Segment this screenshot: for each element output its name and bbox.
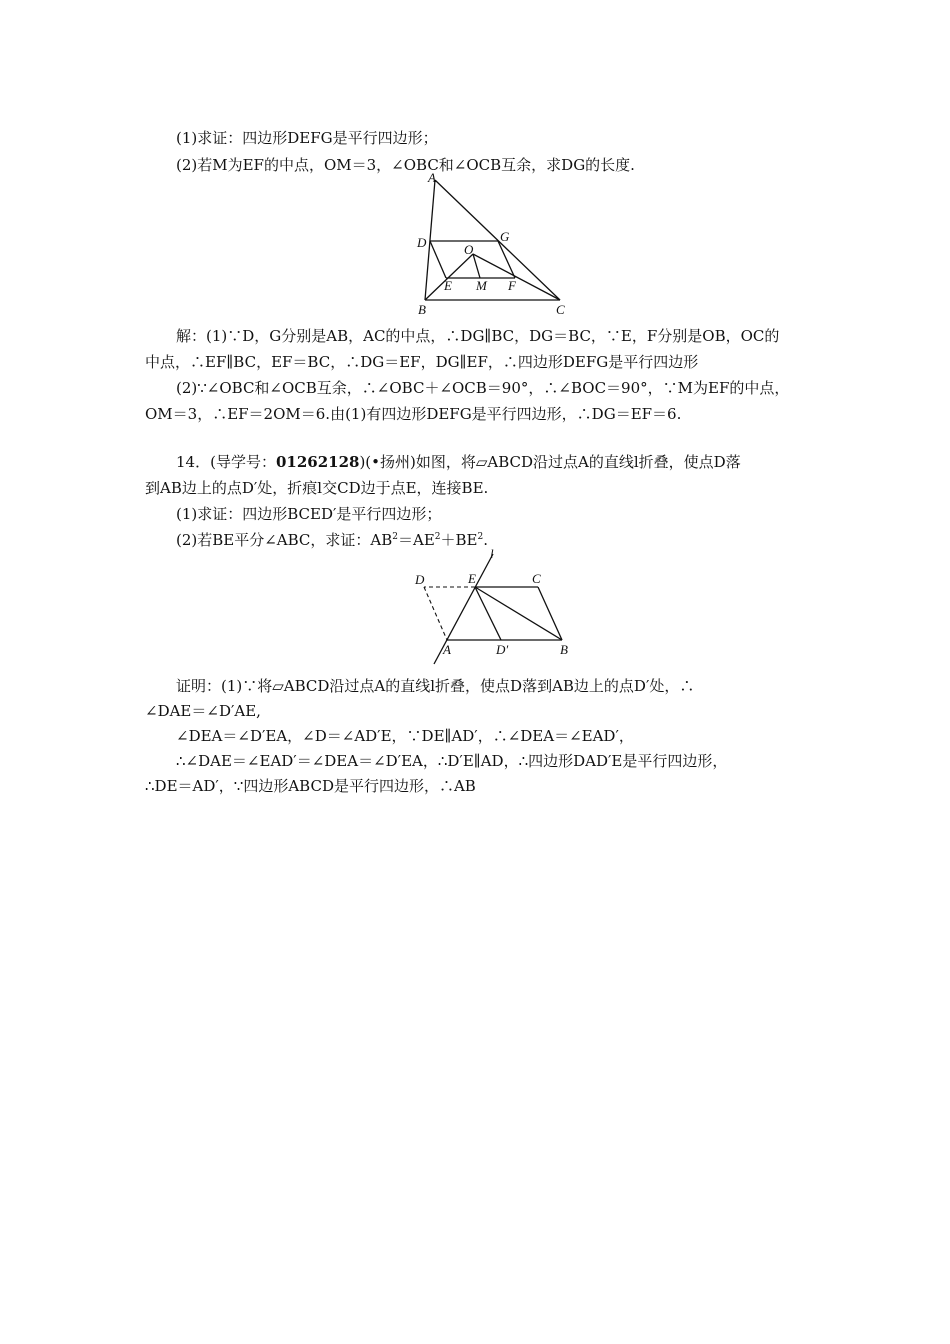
- q2-text-c: ＋BE: [440, 531, 478, 549]
- solution-13-line4: OM＝3，∴EF＝2OM＝6.由(1)有四边形DEFG是平行四边形，∴DG＝EF＝6.: [145, 405, 682, 423]
- proof-14-line2: ∠DAE＝∠D′AE,: [145, 702, 261, 720]
- label-E: E: [444, 278, 452, 293]
- label-B: B: [560, 642, 568, 657]
- problem-number: 14．: [176, 453, 211, 471]
- solution-13-line3: (2)∵∠OBC和∠OCB互余，∴∠OBC＋∠OCB＝90°，∴∠BOC＝90°，∵M为EF的中点，: [176, 379, 790, 397]
- problem-14-header: [176, 452, 741, 472]
- label-l: l: [490, 546, 494, 561]
- label-O: O: [464, 242, 474, 257]
- q2-text-b: ＝AE: [398, 531, 435, 549]
- problem-14-stem-line2: 到AB边上的点D′处，折痕l交CD边于点E，连接BE.: [145, 479, 489, 497]
- parallelogram-figure: [405, 544, 580, 670]
- label-B: B: [418, 302, 426, 317]
- sup-1: 2: [392, 532, 398, 542]
- label-A: A: [443, 642, 451, 657]
- proof-14-line3: ∠DEA＝∠D′EA，∠D＝∠AD′E，∵DE∥AD′，∴∠DEA＝∠EAD′，: [176, 727, 634, 745]
- label-C: C: [532, 571, 541, 586]
- label-D: D: [415, 572, 425, 587]
- label-E: E: [468, 571, 476, 586]
- sup-3: 2: [477, 532, 484, 542]
- solution-13-line2: 中点，∴EF∥BC，EF＝BC，∴DG＝EF，DG∥EF，∴四边形DEFG是平行四边形: [145, 353, 699, 371]
- guide-label: (导学号：: [210, 453, 276, 471]
- label-D: D: [417, 235, 427, 250]
- label-F: F: [508, 278, 516, 293]
- label-M: M: [476, 278, 487, 293]
- question-14-part1: (1)求证：四边形BCED′是平行四边形；: [176, 505, 442, 523]
- guide-code: 01262128: [275, 453, 360, 471]
- label-C: C: [556, 302, 565, 317]
- label-D-prime: D′: [496, 642, 509, 657]
- proof-14-line4: ∴∠DAE＝∠EAD′＝∠DEA＝∠D′EA，∴D′E∥AD，∴四边形DAD′E是平行四边形，: [176, 752, 728, 770]
- label-G: G: [500, 229, 510, 244]
- problem-14-stem: )(•扬州)如图，将▱ABCD沿过点A的直线l折叠，使点D落: [359, 453, 741, 471]
- proof-14-line5: ∴DE＝AD′，∵四边形ABCD是平行四边形，∴AB: [145, 777, 476, 795]
- q2-text-d: .: [483, 531, 489, 549]
- triangle-figure: [400, 168, 580, 320]
- solution-13-line1: 解：(1)∵D，G分别是AB，AC的中点，∴DG∥BC，DG＝BC，∵E，F分别是OB，OC的: [176, 327, 780, 345]
- sup-2: 2: [434, 532, 441, 542]
- proof-14-line1: 证明：(1)∵将▱ABCD沿过点A的直线l折叠，使点D落到AB边上的点D′处，∴: [176, 677, 695, 695]
- label-A: A: [428, 170, 436, 185]
- question-13-part2: (2)若M为EF的中点，OM＝3，∠OBC和∠OCB互余，求DG的长度.: [176, 156, 635, 174]
- q2-text-a: (2)若BE平分∠ABC，求证：AB: [176, 531, 393, 549]
- question-13-part1: (1)求证：四边形DEFG是平行四边形；: [176, 129, 438, 147]
